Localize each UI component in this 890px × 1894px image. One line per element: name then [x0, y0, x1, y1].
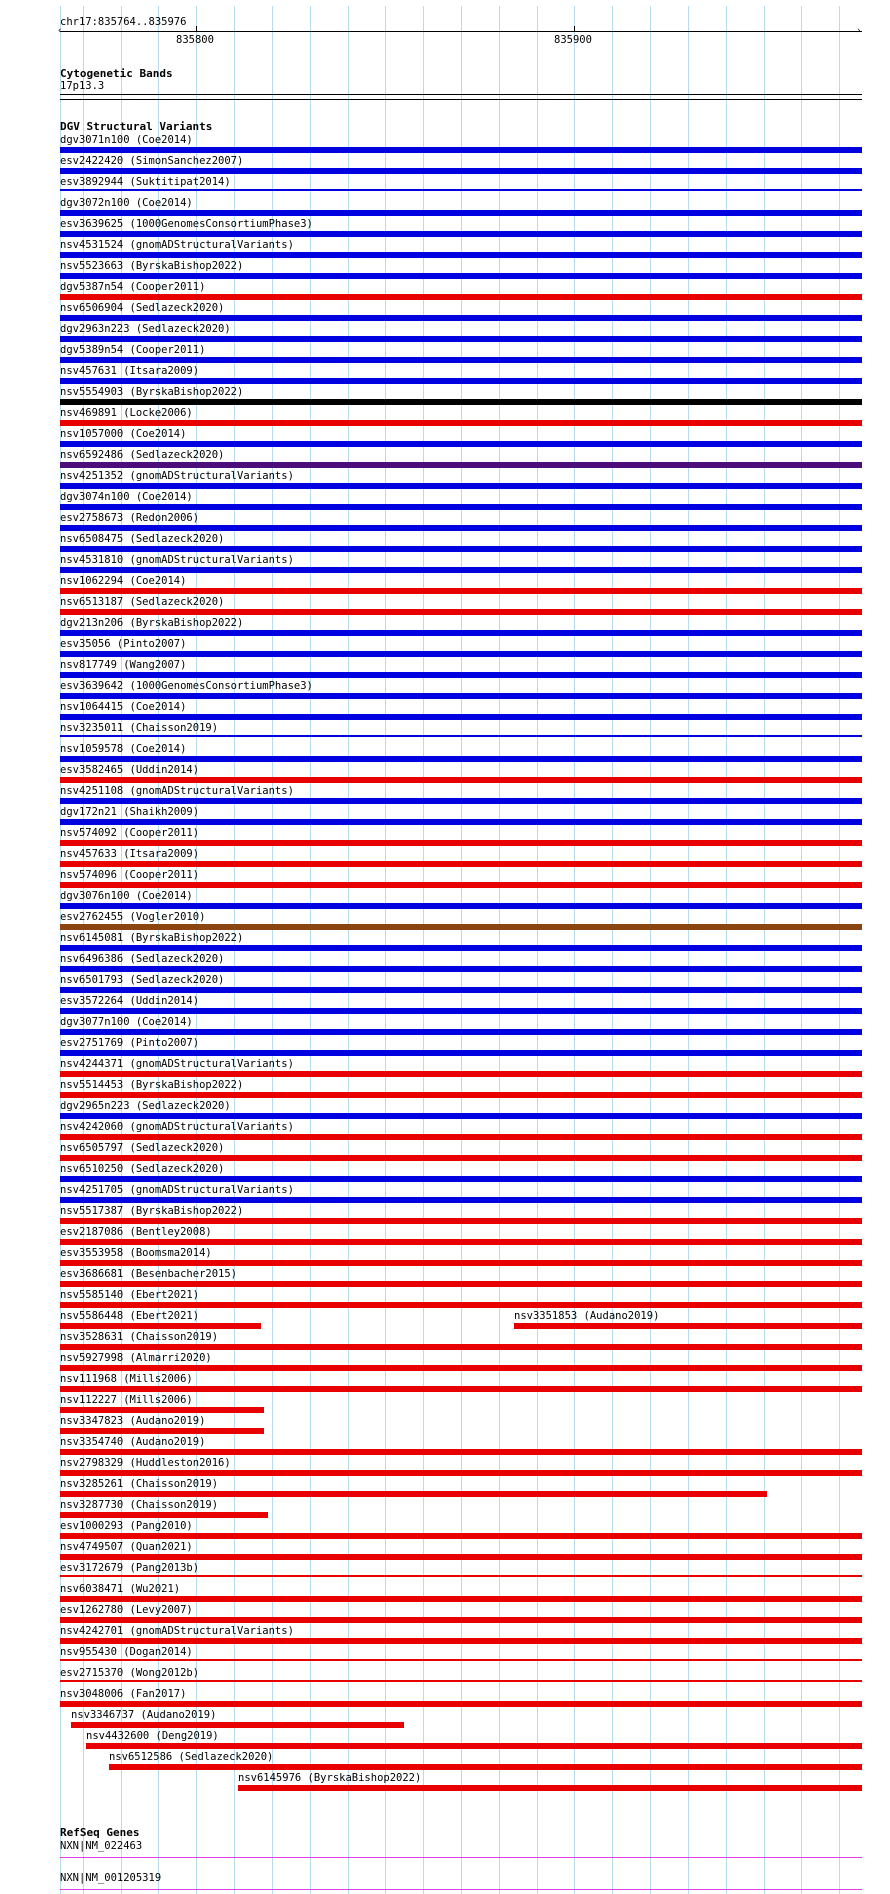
- feature-label[interactable]: nsv4531524 (gnomADStructuralVariants): [60, 239, 294, 251]
- feature-label[interactable]: nsv6513187 (Sedlazeck2020): [60, 596, 225, 608]
- feature-bar[interactable]: [71, 1722, 404, 1728]
- feature-bar[interactable]: [60, 1344, 862, 1350]
- feature-label[interactable]: esv2758673 (Redon2006): [60, 512, 200, 524]
- feature-label[interactable]: esv3553958 (Boomsma2014): [60, 1247, 212, 1259]
- feature-label[interactable]: nsv457631 (Itsara2009): [60, 365, 200, 377]
- feature-bar[interactable]: [86, 1743, 862, 1749]
- feature-label[interactable]: nsv3287730 (Chaisson2019): [60, 1499, 219, 1511]
- feature-label[interactable]: nsv6501793 (Sedlazeck2020): [60, 974, 225, 986]
- feature-bar[interactable]: [60, 168, 862, 174]
- feature-bar[interactable]: [60, 294, 862, 300]
- feature-bar[interactable]: [60, 693, 862, 699]
- gene-line[interactable]: [60, 1857, 862, 1858]
- feature-bar[interactable]: [60, 1029, 862, 1035]
- feature-label[interactable]: nsv3285261 (Chaisson2019): [60, 1478, 219, 1490]
- feature-bar[interactable]: [60, 147, 862, 153]
- feature-label[interactable]: nsv469891 (Locke2006): [60, 407, 193, 419]
- ruler-tick-label: 835900: [554, 34, 592, 46]
- feature-bar[interactable]: [60, 1470, 862, 1476]
- ruler-axis: [60, 31, 862, 32]
- feature-bar[interactable]: [60, 525, 862, 531]
- feature-label[interactable]: nsv4749507 (Quan2021): [60, 1541, 193, 1553]
- feature-bar[interactable]: [60, 924, 862, 930]
- feature-bar[interactable]: [60, 1008, 862, 1014]
- feature-bar[interactable]: [60, 798, 862, 804]
- feature-bar[interactable]: [60, 483, 862, 489]
- feature-label[interactable]: nsv6508475 (Sedlazeck2020): [60, 533, 225, 545]
- feature-bar[interactable]: [60, 735, 862, 737]
- feature-label[interactable]: dgv3076n100 (Coe2014): [60, 890, 193, 902]
- feature-label[interactable]: nsv4251705 (gnomADStructuralVariants): [60, 1184, 294, 1196]
- feature-label[interactable]: esv1000293 (Pang2010): [60, 1520, 193, 1532]
- feature-bar[interactable]: [60, 1554, 862, 1560]
- feature-bar[interactable]: [60, 1680, 862, 1682]
- feature-label[interactable]: esv3639642 (1000GenomesConsortiumPhase3): [60, 680, 313, 692]
- feature-bar[interactable]: [60, 441, 862, 447]
- location-label: chr17:835764..835976: [60, 16, 187, 28]
- feature-label[interactable]: nsv6506904 (Sedlazeck2020): [60, 302, 225, 314]
- feature-label[interactable]: nsv5927998 (Almarri2020): [60, 1352, 212, 1364]
- feature-label[interactable]: nsv3354740 (Audano2019): [60, 1436, 206, 1448]
- feature-bar[interactable]: [60, 672, 862, 678]
- feature-label[interactable]: nsv5554903 (ByrskaBishop2022): [60, 386, 244, 398]
- feature-bar[interactable]: [60, 1512, 268, 1518]
- feature-label[interactable]: nsv6145081 (ByrskaBishop2022): [60, 932, 244, 944]
- feature-label[interactable]: nsv3346737 (Audano2019): [71, 1709, 217, 1721]
- feature-label[interactable]: nsv4251108 (gnomADStructuralVariants): [60, 785, 294, 797]
- feature-label[interactable]: nsv4242060 (gnomADStructuralVariants): [60, 1121, 294, 1133]
- feature-label[interactable]: nsv6038471 (Wu2021): [60, 1583, 181, 1595]
- feature-bar[interactable]: [60, 420, 862, 426]
- feature-bar[interactable]: [60, 1491, 767, 1497]
- feature-bar[interactable]: [109, 1764, 862, 1770]
- feature-label[interactable]: dgv3077n100 (Coe2014): [60, 1016, 193, 1028]
- feature-label[interactable]: dgv2965n223 (Sedlazeck2020): [60, 1100, 231, 1112]
- feature-bar[interactable]: [60, 861, 862, 867]
- feature-label[interactable]: nsv457633 (Itsara2009): [60, 848, 200, 860]
- feature-bar[interactable]: [60, 1638, 862, 1644]
- feature-bar[interactable]: [60, 1701, 862, 1707]
- cytoband-label: 17p13.3: [60, 80, 105, 92]
- feature-bar[interactable]: [60, 1596, 862, 1602]
- feature-label[interactable]: dgv2963n223 (Sedlazeck2020): [60, 323, 231, 335]
- feature-label[interactable]: dgv5387n54 (Cooper2011): [60, 281, 206, 293]
- feature-bar[interactable]: [60, 273, 862, 279]
- feature-label[interactable]: nsv6512586 (Sedlazeck2020): [109, 1751, 274, 1763]
- ruler-tick: [574, 26, 575, 32]
- left-arrow-icon[interactable]: ‹: [57, 26, 63, 36]
- dgv-track-title[interactable]: DGV Structural Variants: [60, 120, 213, 133]
- feature-bar[interactable]: [60, 1239, 862, 1245]
- feature-label[interactable]: nsv5517387 (ByrskaBishop2022): [60, 1205, 244, 1217]
- feature-bar[interactable]: [60, 399, 862, 405]
- feature-bar[interactable]: [60, 588, 862, 594]
- feature-label[interactable]: esv2187086 (Bentley2008): [60, 1226, 212, 1238]
- feature-bar[interactable]: [60, 945, 862, 951]
- feature-bar[interactable]: [60, 840, 862, 846]
- feature-label[interactable]: nsv6505797 (Sedlazeck2020): [60, 1142, 225, 1154]
- feature-label[interactable]: nsv3351853 (Audano2019): [514, 1310, 660, 1322]
- feature-label[interactable]: nsv1059578 (Coe2014): [60, 743, 187, 755]
- feature-bar[interactable]: [60, 651, 862, 657]
- feature-label[interactable]: nsv5585140 (Ebert2021): [60, 1289, 200, 1301]
- feature-bar[interactable]: [60, 1323, 261, 1329]
- feature-label[interactable]: nsv5586448 (Ebert2021): [60, 1310, 200, 1322]
- feature-label[interactable]: nsv2798329 (Huddleston2016): [60, 1457, 231, 1469]
- feature-bar[interactable]: [60, 903, 862, 909]
- feature-label[interactable]: nsv4242701 (gnomADStructuralVariants): [60, 1625, 294, 1637]
- feature-label[interactable]: nsv111968 (Mills2006): [60, 1373, 193, 1385]
- feature-bar[interactable]: [514, 1323, 862, 1329]
- feature-bar[interactable]: [60, 567, 862, 573]
- feature-label[interactable]: nsv3528631 (Chaisson2019): [60, 1331, 219, 1343]
- feature-label[interactable]: esv2422420 (SimonSanchez2007): [60, 155, 244, 167]
- feature-label[interactable]: nsv6145976 (ByrskaBishop2022): [238, 1772, 422, 1784]
- feature-bar[interactable]: [60, 1155, 862, 1161]
- feature-bar[interactable]: [60, 1449, 862, 1455]
- feature-bar[interactable]: [60, 1617, 862, 1623]
- feature-label[interactable]: nsv955430 (Dogan2014): [60, 1646, 193, 1658]
- feature-label[interactable]: nsv574092 (Cooper2011): [60, 827, 200, 839]
- feature-bar[interactable]: [60, 357, 862, 363]
- feature-bar[interactable]: [60, 777, 862, 783]
- feature-bar[interactable]: [60, 336, 862, 342]
- feature-label[interactable]: nsv3235011 (Chaisson2019): [60, 722, 219, 734]
- feature-label[interactable]: dgv3074n100 (Coe2014): [60, 491, 193, 503]
- feature-bar[interactable]: [60, 189, 862, 191]
- feature-label[interactable]: dgv5389n54 (Cooper2011): [60, 344, 206, 356]
- feature-label[interactable]: esv2751769 (Pinto2007): [60, 1037, 200, 1049]
- feature-label[interactable]: esv2762455 (Vogler2010): [60, 911, 206, 923]
- ruler-tick: [196, 26, 197, 32]
- feature-label[interactable]: nsv3347823 (Audano2019): [60, 1415, 206, 1427]
- feature-bar[interactable]: [60, 987, 862, 993]
- feature-bar[interactable]: [60, 231, 862, 237]
- feature-label[interactable]: nsv6592486 (Sedlazeck2020): [60, 449, 225, 461]
- feature-bar[interactable]: [60, 1134, 862, 1140]
- feature-bar[interactable]: [60, 1260, 862, 1266]
- cytoband-bar-bottom: [60, 99, 862, 100]
- feature-label[interactable]: nsv4244371 (gnomADStructuralVariants): [60, 1058, 294, 1070]
- feature-label[interactable]: dgv213n206 (ByrskaBishop2022): [60, 617, 244, 629]
- feature-label[interactable]: nsv112227 (Mills2006): [60, 1394, 193, 1406]
- feature-bar[interactable]: [60, 1386, 862, 1392]
- feature-bar[interactable]: [60, 630, 862, 636]
- feature-bar[interactable]: [60, 1218, 862, 1224]
- feature-label[interactable]: dgv3071n100 (Coe2014): [60, 134, 193, 146]
- feature-bar[interactable]: [60, 1113, 862, 1119]
- feature-label[interactable]: nsv5523663 (ByrskaBishop2022): [60, 260, 244, 272]
- feature-label[interactable]: esv3582465 (Uddin2014): [60, 764, 200, 776]
- feature-label[interactable]: esv3686681 (Besenbacher2015): [60, 1268, 238, 1280]
- feature-bar[interactable]: [60, 1302, 862, 1308]
- feature-label[interactable]: esv35056 (Pinto2007): [60, 638, 187, 650]
- feature-bar[interactable]: [60, 210, 862, 216]
- feature-label[interactable]: nsv1062294 (Coe2014): [60, 575, 187, 587]
- feature-label[interactable]: nsv4531810 (gnomADStructuralVariants): [60, 554, 294, 566]
- feature-bar[interactable]: [60, 966, 862, 972]
- feature-bar[interactable]: [60, 1092, 862, 1098]
- feature-label[interactable]: nsv1064415 (Coe2014): [60, 701, 187, 713]
- feature-label[interactable]: esv3172679 (Pang2013b): [60, 1562, 200, 1574]
- feature-bar[interactable]: [60, 1050, 862, 1056]
- feature-label[interactable]: nsv3048006 (Fan2017): [60, 1688, 187, 1700]
- feature-bar[interactable]: [60, 819, 862, 825]
- feature-bar[interactable]: [60, 1407, 264, 1413]
- feature-label[interactable]: dgv172n21 (Shaikh2009): [60, 806, 200, 818]
- feature-label[interactable]: nsv1057000 (Coe2014): [60, 428, 187, 440]
- gene-label[interactable]: NXN|NM_022463: [60, 1840, 143, 1852]
- feature-bar[interactable]: [60, 1071, 862, 1077]
- feature-label[interactable]: nsv6510250 (Sedlazeck2020): [60, 1163, 225, 1175]
- feature-bar[interactable]: [60, 1533, 862, 1539]
- right-arrow-icon[interactable]: ›: [856, 26, 862, 36]
- feature-bar[interactable]: [60, 1428, 264, 1434]
- feature-bar[interactable]: [238, 1785, 862, 1791]
- feature-bar[interactable]: [60, 714, 862, 720]
- feature-label[interactable]: nsv4251352 (gnomADStructuralVariants): [60, 470, 294, 482]
- feature-label[interactable]: esv3572264 (Uddin2014): [60, 995, 200, 1007]
- feature-bar[interactable]: [60, 378, 862, 384]
- feature-bar[interactable]: [60, 1659, 862, 1661]
- gene-line[interactable]: [60, 1889, 862, 1890]
- feature-bar[interactable]: [60, 462, 862, 468]
- feature-label[interactable]: nsv4432600 (Deng2019): [86, 1730, 219, 1742]
- feature-bar[interactable]: [60, 1365, 862, 1371]
- gene-label[interactable]: NXN|NM_001205319: [60, 1872, 162, 1884]
- feature-label[interactable]: esv3639625 (1000GenomesConsortiumPhase3): [60, 218, 313, 230]
- feature-bar[interactable]: [60, 882, 862, 888]
- feature-label[interactable]: esv1262780 (Levy2007): [60, 1604, 193, 1616]
- refseq-track-title[interactable]: RefSeq Genes: [60, 1826, 140, 1839]
- feature-bar[interactable]: [60, 1575, 862, 1577]
- feature-label[interactable]: esv3892944 (Suktitipat2014): [60, 176, 231, 188]
- feature-bar[interactable]: [60, 609, 862, 615]
- feature-bar[interactable]: [60, 504, 862, 510]
- feature-label[interactable]: dgv3072n100 (Coe2014): [60, 197, 193, 209]
- cytoband-track-title[interactable]: Cytogenetic Bands: [60, 67, 173, 80]
- feature-bar[interactable]: [60, 1281, 862, 1287]
- feature-bar[interactable]: [60, 252, 862, 258]
- feature-bar[interactable]: [60, 1176, 862, 1182]
- ruler-tick-label: 835800: [176, 34, 214, 46]
- cytoband-bar-top: [60, 94, 862, 95]
- feature-label[interactable]: esv2715370 (Wong2012b): [60, 1667, 200, 1679]
- feature-label[interactable]: nsv574096 (Cooper2011): [60, 869, 200, 881]
- feature-label[interactable]: nsv6496386 (Sedlazeck2020): [60, 953, 225, 965]
- feature-label[interactable]: nsv5514453 (ByrskaBishop2022): [60, 1079, 244, 1091]
- feature-label[interactable]: nsv817749 (Wang2007): [60, 659, 187, 671]
- feature-bar[interactable]: [60, 546, 862, 552]
- feature-bar[interactable]: [60, 315, 862, 321]
- feature-bar[interactable]: [60, 756, 862, 762]
- feature-bar[interactable]: [60, 1197, 862, 1203]
